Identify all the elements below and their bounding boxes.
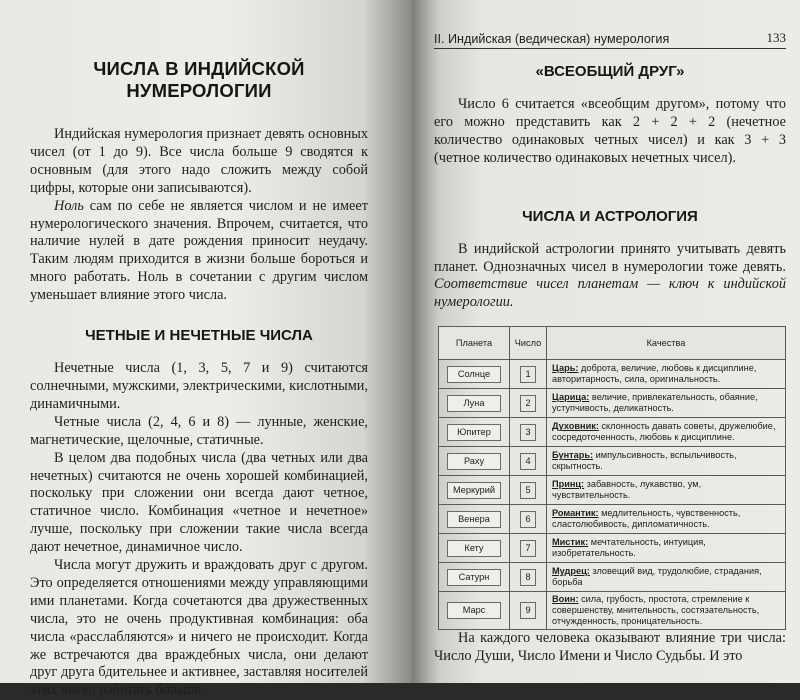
qualities-cell: [547, 505, 786, 534]
number-cell: [510, 418, 547, 447]
paragraph-three-numbers: На каждого человека оказывают влияние три числа: Число Души, Число Имени и Число Судьбы. И это: [434, 630, 786, 665]
number-value: 8: [520, 569, 536, 586]
qualities-text: импульсивность, вспыльчивость, скрытность.: [552, 450, 737, 472]
number-cell: [510, 563, 547, 592]
archetype-label: Романтик:: [552, 508, 599, 519]
number-value: 1: [520, 366, 536, 383]
paragraph-odd: Нечетные числа (1, 3, 5, 7 и 9) считаются солнечными, мужскими, электрическими, кислотными, динамичными.: [30, 360, 368, 412]
archetype-label: Царица:: [552, 392, 590, 403]
table-row: [439, 389, 786, 418]
table-row: [439, 534, 786, 563]
paragraph-six: Число 6 считается «всеобщим другом», потому что его можно представить как 2 + 2 + 2 (нечетное количество одинаковых четных чисел) и как 3 + 3 (четное количество одинаковых нечетных чисел).: [434, 96, 786, 166]
number-cell: [510, 389, 547, 418]
qualities-text: забавность, лукавство, ум, чувствительность.: [552, 479, 702, 501]
number-value: 7: [520, 540, 536, 557]
number-cell: [510, 447, 547, 476]
paragraph-even: Четные числа (2, 4, 6 и 8) — лунные, женские, магнетические, щелочные, статичные.: [30, 413, 368, 448]
table-row: [439, 360, 786, 389]
number-cell: [510, 360, 547, 389]
planet-cell: [439, 505, 510, 534]
qualities-text: величие, привлекательность, обаяние, уступчивость, деликатность.: [552, 392, 758, 414]
planet-name: Солнце: [447, 366, 501, 383]
planet-name: Юпитер: [447, 424, 501, 441]
number-value: 4: [520, 453, 536, 470]
page-number: 133: [766, 30, 786, 45]
number-value: 9: [520, 602, 536, 619]
section-title-universal-friend: «ВСЕОБЩИЙ ДРУГ»: [535, 63, 685, 80]
number-value: 2: [520, 395, 536, 412]
qualities-text: сила, грубость, простота, стремление к совершенству, мнительность, состязательность, отчужденность, проницательность.: [552, 594, 760, 627]
paragraph-zero: [30, 198, 368, 305]
archetype-label: Духовник:: [552, 421, 599, 432]
archetype-label: Воин:: [552, 594, 579, 605]
paragraph-combination: В целом два подобных числа (два четных или два нечетных) считаются не очень хорошей комбинацией, поскольку при сложении они всегда дают четное, статичное число. Комбинация «четное и нечетное» лучше, поскольку при сложении такие числа всегда дают нечетное, динамичное число.: [30, 449, 368, 556]
qualities-cell: [547, 534, 786, 563]
qualities-text: зловещий вид, трудолюбие, страдания, борьба: [552, 566, 762, 588]
qualities-cell: [547, 389, 786, 418]
archetype-label: Царь:: [552, 363, 579, 374]
number-cell: [510, 505, 547, 534]
table-row: [439, 418, 786, 447]
paragraph-astrology: [434, 241, 786, 313]
number-cell: [510, 592, 547, 630]
qualities-text: мечтательность, интуиция, изобретательность.: [552, 537, 706, 559]
paragraph-friendship: Числа могут дружить и враждовать друг с другом. Это определяется отношениями между управляющими ими планетами. Когда сочетаются два дружественных числа, это не очень продуктивная комбинация: оба числа «расслабляются» и ничего не происходит. Когда же встречаются два враждебных числа, они делают друг друга бдительнее и активнее, заставляя носителей этих чисел работать больше.: [30, 557, 368, 699]
planet-name: Луна: [447, 395, 501, 412]
planet-cell: [439, 389, 510, 418]
number-value: 3: [520, 424, 536, 441]
table-row: [439, 476, 786, 505]
table-row: [439, 592, 786, 630]
planet-name: Кету: [447, 540, 501, 557]
archetype-label: Бунтарь:: [552, 450, 594, 461]
qualities-text: доброта, величие, любовь к дисциплине, авторитарность, сила, оригинальность.: [552, 363, 757, 385]
section-title-even-odd: ЧЕТНЫЕ И НЕЧЕТНЫЕ ЧИСЛА: [85, 327, 313, 345]
astrology-text: В индийской астрологии принято учитывать девять планет. Однозначных чисел в нумерологии тоже девять.: [434, 240, 786, 275]
qualities-text: медлительность, чувственность, сластолюбивость, дипломатичность.: [552, 508, 741, 530]
planet-cell: [439, 360, 510, 389]
qualities-cell: [547, 476, 786, 505]
table-row: [439, 505, 786, 534]
planet-cell: [439, 447, 510, 476]
table-header-row: [439, 327, 786, 360]
running-title: II. Индийская (ведическая) нумерология: [434, 32, 670, 46]
qualities-cell: [547, 563, 786, 592]
table-row: [439, 447, 786, 476]
section-title-astrology: ЧИСЛА И АСТРОЛОГИЯ: [522, 207, 698, 225]
planet-cell: [439, 534, 510, 563]
astrology-key: Соответствие чисел планетам — ключ к индийской нумерологии.: [434, 276, 786, 311]
number-value: 6: [520, 511, 536, 528]
planet-number-table: [438, 326, 786, 630]
number-cell: [510, 534, 547, 563]
running-header: [434, 30, 786, 49]
right-page: [412, 0, 800, 683]
planet-name: Венера: [447, 511, 501, 528]
planet-name: Марс: [447, 602, 501, 619]
planet-cell: [439, 592, 510, 630]
planet-name: Сатурн: [447, 569, 501, 586]
zero-term: Ноль: [54, 197, 84, 214]
archetype-label: Принц:: [552, 479, 585, 490]
planet-name: Меркурий: [447, 482, 501, 499]
header-planet: Планета: [439, 327, 510, 360]
number-cell: [510, 476, 547, 505]
planet-name: Раху: [447, 453, 501, 470]
qualities-cell: [547, 447, 786, 476]
qualities-cell: [547, 592, 786, 630]
header-qualities: Качества: [547, 327, 786, 360]
planet-cell: [439, 418, 510, 447]
qualities-text: склонность давать советы, дружелюбие, сосредоточенность, любовь к дисциплине.: [552, 421, 776, 443]
qualities-cell: [547, 360, 786, 389]
header-number: Число: [510, 327, 547, 360]
number-value: 5: [520, 482, 536, 499]
chapter-title: ЧИСЛА В ИНДИЙСКОЙ НУМЕРОЛОГИИ: [93, 58, 305, 101]
archetype-label: Мистик:: [552, 537, 589, 548]
paragraph-intro: Индийская нумерология признает девять основных чисел (от 1 до 9). Все числа больше 9 сводятся к основным (для этого надо сложить между собой цифры, которые они записываются).: [30, 126, 368, 196]
planet-cell: [439, 476, 510, 505]
zero-text: сам по себе не является числом и не имеет нумерологического значения. Впрочем, считается, что наличие нулей в дате рождения приносит неудачу. Таким людям приходится в жизни больше бороться и много работать. Ноль в сочетании с другим числом уменьшает влияние этого числа.: [30, 197, 368, 304]
qualities-cell: [547, 418, 786, 447]
table-row: [439, 563, 786, 592]
planet-cell: [439, 563, 510, 592]
archetype-label: Мудрец:: [552, 566, 590, 577]
